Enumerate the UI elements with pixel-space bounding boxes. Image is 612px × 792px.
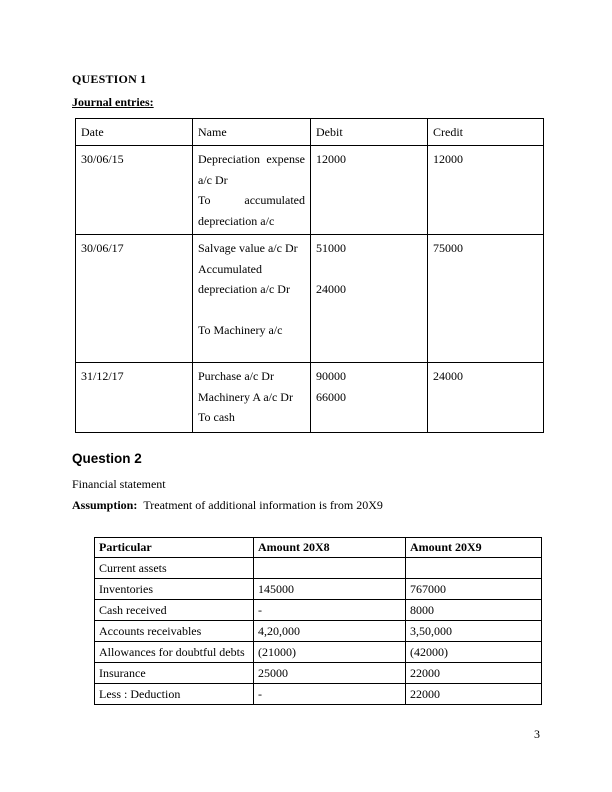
column-header-date: Date bbox=[76, 119, 193, 146]
amount-20x9-cell: 767000 bbox=[406, 579, 542, 600]
statement-row bbox=[95, 600, 542, 621]
date-cell: 30/06/15 bbox=[76, 146, 193, 235]
assumption-label: Assumption: bbox=[72, 498, 138, 512]
particular-cell: Less : Deduction bbox=[95, 684, 254, 705]
particular-cell: Inventories bbox=[95, 579, 254, 600]
debit-cell: 12000 bbox=[311, 146, 428, 235]
amount-20x9-cell bbox=[406, 558, 542, 579]
statement-row bbox=[95, 663, 542, 684]
name-cell: Depreciation expense a/c Dr To accumulated depreciation a/c bbox=[193, 146, 311, 235]
amount-20x9-cell: 3,50,000 bbox=[406, 621, 542, 642]
amount-20x9-cell: 22000 bbox=[406, 663, 542, 684]
amount-20x9-cell: 22000 bbox=[406, 684, 542, 705]
particular-cell: Cash received bbox=[95, 600, 254, 621]
statement-row bbox=[95, 558, 542, 579]
assumption-line bbox=[72, 498, 383, 513]
statement-row bbox=[95, 621, 542, 642]
assumption-text: Treatment of additional information is from 20X9 bbox=[143, 498, 383, 512]
particular-cell: Accounts receivables bbox=[95, 621, 254, 642]
date-cell: 30/06/17 bbox=[76, 235, 193, 363]
amount-20x8-cell: 25000 bbox=[254, 663, 406, 684]
amount-20x8-cell: - bbox=[254, 684, 406, 705]
column-header-amount-20x8: Amount 20X8 bbox=[254, 538, 406, 558]
amount-20x8-cell: - bbox=[254, 600, 406, 621]
particular-cell: Current assets bbox=[95, 558, 254, 579]
debit-cell: 51000 24000 bbox=[311, 235, 428, 363]
credit-cell: 24000 bbox=[428, 363, 544, 433]
question2-heading: Question 2 bbox=[72, 451, 142, 466]
amount-20x9-cell: (42000) bbox=[406, 642, 542, 663]
amount-20x9-cell: 8000 bbox=[406, 600, 542, 621]
journal-entries-label: Journal entries: bbox=[72, 95, 154, 109]
journal-entries-table bbox=[75, 118, 544, 433]
journal-header-row bbox=[76, 119, 544, 146]
statement-header-row bbox=[95, 538, 542, 558]
statement-row bbox=[95, 579, 542, 600]
column-header-credit: Credit bbox=[428, 119, 544, 146]
column-header-name: Name bbox=[193, 119, 311, 146]
journal-row bbox=[76, 363, 544, 433]
page-number: 3 bbox=[534, 727, 540, 741]
financial-statement-table bbox=[94, 537, 542, 705]
particular-cell: Insurance bbox=[95, 663, 254, 684]
amount-20x8-cell: 145000 bbox=[254, 579, 406, 600]
financial-statement-label: Financial statement bbox=[72, 477, 166, 491]
name-cell: Salvage value a/c Dr Accumulated depreciation a/c Dr To Machinery a/c bbox=[193, 235, 311, 363]
column-header-particular: Particular bbox=[95, 538, 254, 558]
column-header-debit: Debit bbox=[311, 119, 428, 146]
amount-20x8-cell: 4,20,000 bbox=[254, 621, 406, 642]
name-cell: Purchase a/c Dr Machinery A a/c Dr To cash bbox=[193, 363, 311, 433]
amount-20x8-cell bbox=[254, 558, 406, 579]
date-cell: 31/12/17 bbox=[76, 363, 193, 433]
question1-heading: QUESTION 1 bbox=[72, 72, 147, 86]
credit-cell: 75000 bbox=[428, 235, 544, 363]
statement-row bbox=[95, 642, 542, 663]
statement-row bbox=[95, 684, 542, 705]
credit-cell: 12000 bbox=[428, 146, 544, 235]
amount-20x8-cell: (21000) bbox=[254, 642, 406, 663]
journal-row bbox=[76, 235, 544, 363]
journal-row bbox=[76, 146, 544, 235]
particular-cell: Allowances for doubtful debts bbox=[95, 642, 254, 663]
debit-cell: 90000 66000 bbox=[311, 363, 428, 433]
column-header-amount-20x9: Amount 20X9 bbox=[406, 538, 542, 558]
